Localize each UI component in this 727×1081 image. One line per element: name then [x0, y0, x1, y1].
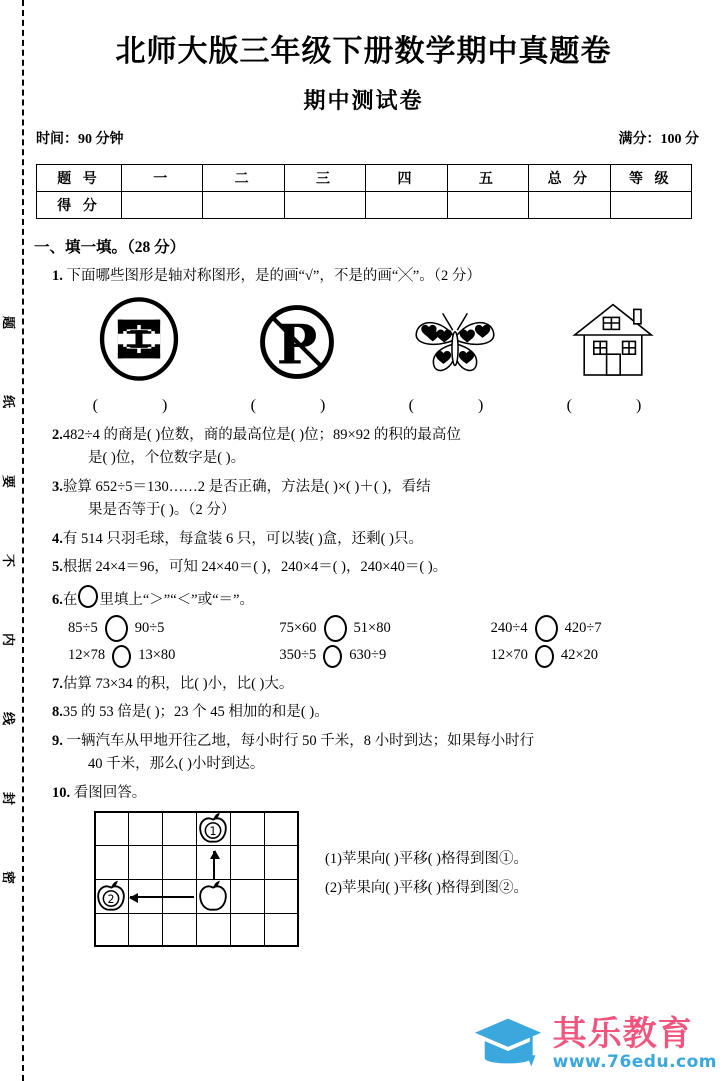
logo-text-block [552, 1014, 717, 1072]
question-1 [52, 265, 702, 288]
figure-house [543, 295, 683, 419]
margin-char-2: 要 [1, 474, 17, 488]
apple-icon-original [196, 879, 230, 913]
comparison-6 [491, 644, 702, 667]
question-7 [52, 673, 702, 696]
question-2 [52, 424, 702, 471]
apple-figure-two [94, 879, 128, 913]
page-title: 北师大版三年级下册数学期中真题卷 [115, 34, 612, 69]
score-col-3: 三 [284, 165, 365, 192]
comparison-6-circle[interactable] [535, 645, 554, 668]
comparison-5 [279, 644, 490, 667]
question-9 [52, 730, 702, 777]
question-2-line1: 482÷4 的商是( )位数，商的最高位是( )位；89×92 的积的最高位 [62, 426, 461, 443]
translation-grid [94, 811, 299, 947]
comparison-5-right: 630÷9 [349, 647, 387, 664]
arrow-left-icon [130, 896, 194, 898]
question-10-subquestions [325, 845, 528, 903]
comparison-4 [68, 644, 279, 667]
figure-3-answer-blank[interactable]: ( ) [408, 397, 514, 415]
score-cell-4[interactable] [366, 192, 447, 219]
comparison-3 [491, 615, 702, 642]
question-1-figures [60, 295, 692, 419]
score-cell-2[interactable] [203, 192, 284, 219]
question-5 [52, 556, 702, 579]
comparison-4-circle[interactable] [112, 645, 131, 668]
question-10-figure-area [54, 811, 702, 947]
comparison-2-circle[interactable] [324, 615, 347, 642]
arrow-up-icon [213, 851, 215, 879]
comparison-3-circle[interactable] [535, 615, 558, 642]
question-6-text-after: 里填上“＞”“＜”或“＝”。 [99, 591, 254, 608]
apple-icon-2 [94, 879, 128, 913]
figure-circular-emblem [69, 295, 209, 419]
grid-hline-3 [94, 913, 299, 914]
score-table-label-score: 得 分 [37, 192, 122, 219]
circular-emblem-icon [95, 295, 183, 383]
question-9-line1: 一辆汽车从甲地开往乙地，每小时行 50 千米，8 小时到达；如果每小时行 [66, 732, 535, 749]
margin-vertical-text [0, 250, 24, 950]
score-table-label-question: 题 号 [37, 165, 122, 192]
site-logo [469, 1013, 717, 1075]
logo-brand: 其乐教育 [552, 1014, 693, 1054]
table-row-header [37, 165, 692, 192]
comparison-3-left: 240÷4 [490, 620, 528, 637]
exam-meta [36, 128, 699, 148]
full-score-label: 满分：100 分 [618, 132, 699, 147]
comparison-2 [279, 615, 490, 642]
question-5-number: 5. [52, 559, 63, 576]
score-cell-grade[interactable] [610, 192, 691, 219]
question-3-line1: 验算 652÷5＝130……2 是否正确，方法是( )×( )＋( )，看结 [62, 478, 431, 495]
figure-no-parking-sign [227, 301, 367, 419]
question-3-line2: 果是否等于( )。（2 分） [88, 502, 236, 519]
comparison-6-right: 42×20 [560, 647, 599, 664]
question-5-text: 根据 24×4＝96，可知 24×40＝( )，240×4＝( )，240×40＝( )。 [62, 559, 448, 576]
question-6-text-before: 在 [62, 591, 78, 608]
question-9-number: 9. [52, 732, 63, 749]
svg-text:1: 1 [209, 825, 217, 839]
apple-icon-1 [196, 811, 230, 845]
question-10-number: 10. [52, 784, 71, 801]
question-8-number: 8. [52, 704, 63, 721]
question-7-number: 7. [52, 675, 63, 692]
figure-4-answer-blank[interactable]: ( ) [566, 397, 672, 415]
question-8 [52, 701, 702, 724]
score-cell-5[interactable] [447, 192, 528, 219]
table-row-scores [37, 192, 692, 219]
question-10-text: 看图回答。 [73, 784, 147, 801]
graduation-cap-icon [469, 1013, 547, 1075]
comparison-4-left: 12×78 [68, 647, 106, 664]
time-label: 时间：90 分钟 [36, 132, 124, 147]
grid-hline-1 [94, 845, 299, 846]
question-8-text: 35 的 53 倍是( )；23 个 45 相加的和是( )。 [62, 704, 329, 721]
figure-2-answer-blank[interactable]: ( ) [250, 397, 356, 415]
question-6-comparisons [68, 615, 702, 667]
comparison-4-right: 13×80 [138, 647, 176, 664]
comparison-1 [68, 615, 279, 642]
question-7-text: 估算 73×34 的积，比( )小，比( )大。 [62, 675, 294, 692]
comparison-1-left: 85÷5 [68, 620, 98, 637]
question-4-number: 4. [52, 530, 63, 547]
comparison-3-right: 420÷7 [564, 620, 602, 637]
question-1-number: 1. [52, 268, 63, 285]
comparison-5-circle[interactable] [323, 645, 342, 668]
question-6-number: 6. [52, 591, 63, 608]
svg-text:2: 2 [107, 893, 115, 907]
score-col-total: 总 分 [529, 165, 610, 192]
no-parking-icon [256, 301, 338, 383]
margin-char-4: 内 [1, 633, 17, 647]
score-cell-3[interactable] [284, 192, 365, 219]
score-col-1: 一 [122, 165, 203, 192]
comparison-row-1 [68, 615, 702, 642]
question-3 [52, 476, 702, 523]
question-10-sub-1[interactable]: (1)苹果向( )平移( )格得到图①。 [325, 851, 528, 868]
score-col-5: 五 [447, 165, 528, 192]
score-table [36, 164, 692, 219]
margin-char-3: 不 [1, 553, 17, 567]
house-icon [565, 295, 661, 383]
logo-url: www.76edu.com [552, 1052, 717, 1072]
score-col-2: 二 [203, 165, 284, 192]
margin-char-7: 密 [1, 870, 17, 884]
question-10 [52, 782, 702, 805]
question-10-sub-2[interactable]: (2)苹果向( )平移( )格得到图②。 [325, 880, 528, 897]
exam-content [34, 235, 702, 947]
question-3-number: 3. [52, 478, 63, 495]
apple-figure-original [196, 879, 230, 913]
margin-char-1: 纸 [1, 395, 17, 409]
figure-butterfly [385, 305, 525, 419]
score-cell-1[interactable] [122, 192, 203, 219]
score-col-grade: 等 级 [610, 165, 691, 192]
margin-char-0: 题 [1, 316, 17, 330]
figure-1-answer-blank[interactable]: ( ) [92, 397, 198, 415]
section-one-heading: 一、填一填。（28 分） [34, 239, 186, 256]
question-6 [52, 585, 702, 612]
comparison-6-left: 12×70 [490, 647, 528, 664]
butterfly-icon [409, 305, 501, 383]
question-9-line2: 40 千米，那么( )小时到达。 [88, 756, 265, 773]
comparison-1-circle[interactable] [105, 615, 128, 642]
margin-char-5: 线 [1, 712, 17, 726]
question-2-line2: 是( )位，个位数字是( )。 [88, 450, 246, 467]
comparison-1-right: 90÷5 [134, 620, 165, 637]
question-2-number: 2. [52, 426, 63, 443]
comparison-5-left: 350÷5 [279, 647, 317, 664]
comparison-row-2 [68, 644, 702, 667]
question-1-text: 下面哪些图形是轴对称图形，是的画“√”，不是的画“╳”。（2 分） [66, 268, 481, 285]
comparison-2-left: 75×60 [279, 620, 317, 637]
score-col-4: 四 [366, 165, 447, 192]
question-4 [52, 528, 702, 551]
svg-text:P: P [276, 311, 318, 376]
score-cell-total[interactable] [529, 192, 610, 219]
page-subtitle: 期中测试卷 [303, 89, 424, 114]
question-4-text: 有 514 只羽毛球，每盒装 6 只，可以装( )盒，还剩( )只。 [62, 530, 423, 547]
margin-char-6: 封 [1, 791, 17, 805]
comparison-2-right: 51×80 [353, 620, 391, 637]
apple-figure-one [196, 811, 230, 845]
circle-blank-icon[interactable] [78, 585, 98, 608]
